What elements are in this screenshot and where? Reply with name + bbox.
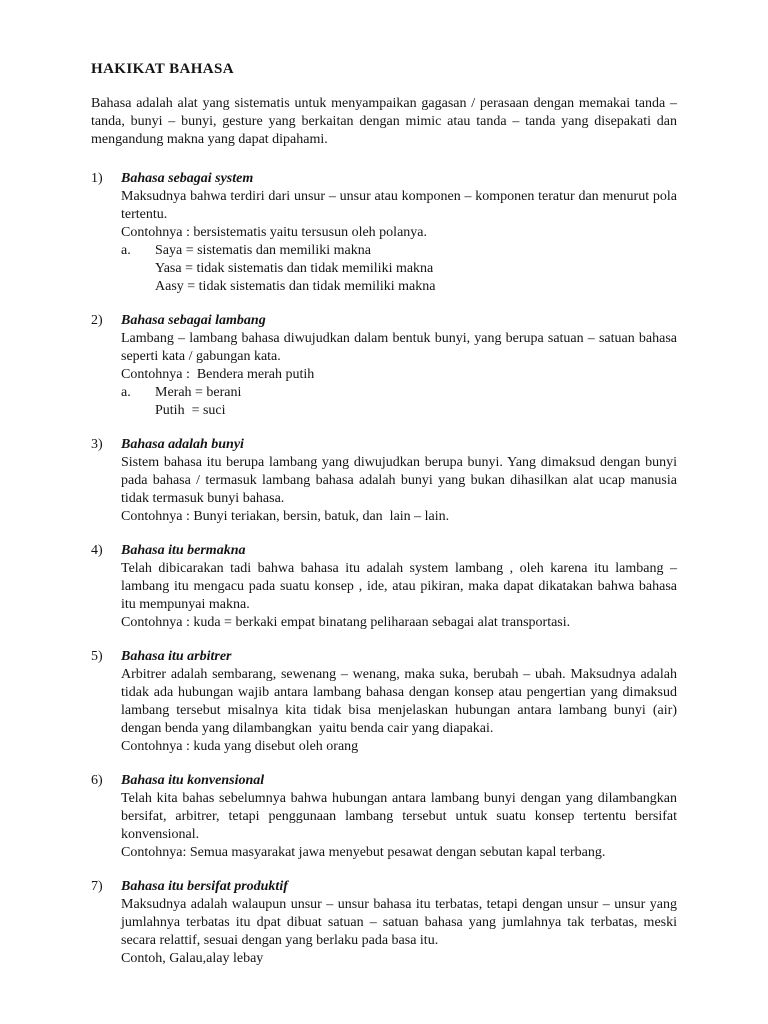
section-example: Contoh, Galau,alay lebay <box>121 951 264 966</box>
section-sublist <box>121 384 677 420</box>
section-content <box>121 312 681 420</box>
section <box>91 648 681 756</box>
section-number: 7) <box>91 879 103 894</box>
section-heading: Bahasa sebagai system <box>121 171 254 186</box>
intro-paragraph: Bahasa adalah alat yang sistematis untuk menyampaikan gagasan / perasaan dengan memakai tanda – tanda, bunyi – bunyi, gesture yang berkaitan dengan mimic atau tanda – tanda yang disepakati dan mengandung makna yang dapat dipahami. <box>91 96 681 147</box>
sublist-item: Putih = suci <box>155 403 226 418</box>
section-body: Maksudnya adalah walaupun unsur – unsur bahasa itu terbatas, tetapi dengan unsur – unsur yang jumlahnya terbatas itu dpat dibuat satuan – satuan bahasa yang jumlahnya tak terbatas, meski secara relattif, sesuai dengan yang berlaku pada basa itu. <box>121 897 681 948</box>
section-number: 4) <box>91 543 103 558</box>
section-body: Telah dibicarakan tadi bahwa bahasa itu adalah system lambang , oleh karena itu lambang – lambang itu mengacu pada suatu konsep , ide, atau pikiran, maka dapat dikatakan bahwa bahasa itu mempunyai makna. <box>121 561 681 612</box>
section <box>91 436 681 526</box>
sublist-item: Saya = sistematis dan memiliki makna <box>155 243 371 258</box>
sublist-items <box>155 384 677 420</box>
section-example: Contohnya : bersistematis yaitu tersusun oleh polanya. <box>121 225 428 240</box>
section <box>91 542 681 632</box>
sublist-item: Aasy = tidak sistematis dan tidak memiliki makna <box>155 279 436 294</box>
section-number: 5) <box>91 649 103 664</box>
section-heading: Bahasa itu arbitrer <box>121 649 232 664</box>
sublist-marker: a. <box>121 385 131 400</box>
section-example: Contohnya : kuda yang disebut oleh orang <box>121 739 359 754</box>
section-body: Sistem bahasa itu berupa lambang yang diwujudkan berupa bunyi. Yang dimaksud dengan bunyi pada bahasa / termasuk lambang bahasa adalah bunyi yang bukan dihasilkan alat ucap manusia tidak termasuk bunyi bahasa. <box>121 455 681 506</box>
section-content <box>121 772 681 862</box>
section-body: Arbitrer adalah sembarang, sewenang – wenang, maka suka, berubah – ubah. Maksudnya adalah tidak ada hubungan wajib antara lambang bahasa dengan konsep atau pengertian yang dimaksud lambang tersebut misalnya kita tidak bisa menjelaskan hubungan antara lambang bunyi (air) dengan benda yang dilambangkan yaitu benda cair yang diapakai. <box>121 667 681 736</box>
section-number: 3) <box>91 437 103 452</box>
section <box>91 312 681 420</box>
section-example: Contohnya : Bendera merah putih <box>121 367 315 382</box>
sublist-item: Yasa = tidak sistematis dan tidak memiliki makna <box>155 261 434 276</box>
section-number: 6) <box>91 773 103 788</box>
section-number: 2) <box>91 313 103 328</box>
section-heading: Bahasa adalah bunyi <box>121 437 244 452</box>
section-heading: Bahasa itu konvensional <box>121 773 265 788</box>
section-example: Contohnya : kuda = berkaki empat binatang peliharaan sebagai alat transportasi. <box>121 615 571 630</box>
section-content <box>121 542 681 632</box>
section <box>91 878 681 968</box>
section-content <box>121 436 681 526</box>
section-content <box>121 170 681 296</box>
section-heading: Bahasa sebagai lambang <box>121 313 266 328</box>
sublist-marker: a. <box>121 243 131 258</box>
section-heading: Bahasa itu bermakna <box>121 543 246 558</box>
section <box>91 772 681 862</box>
section-example: Contohnya : Bunyi teriakan, bersin, batuk, dan lain – lain. <box>121 509 450 524</box>
section-body: Maksudnya bahwa terdiri dari unsur – unsur atau komponen – komponen teratur dan menurut pola tertentu. <box>121 189 681 222</box>
section-example: Contohnya: Semua masyarakat jawa menyebut pesawat dengan sebutan kapal terbang. <box>121 845 606 860</box>
section <box>91 170 681 296</box>
sublist-items <box>155 242 677 296</box>
sublist-item: Merah = berani <box>155 385 242 400</box>
section-body: Telah kita bahas sebelumnya bahwa hubungan antara lambang bunyi dengan yang dilambangkan bersifat, arbitrer, tetapi penggunaan lambang tersebut untuk suatu konsep tertentu bersifat konvensional. <box>121 791 681 842</box>
section-body: Lambang – lambang bahasa diwujudkan dalam bentuk bunyi, yang berupa satuan – satuan bahasa seperti kata / gabungan kata. <box>121 331 681 364</box>
section-sublist <box>121 242 677 296</box>
section-number: 1) <box>91 171 103 186</box>
sections-list <box>91 170 681 968</box>
section-content <box>121 878 681 968</box>
section-content <box>121 648 681 756</box>
document-title: HAKIKAT BAHASA <box>91 61 234 77</box>
section-heading: Bahasa itu bersifat produktif <box>121 879 288 894</box>
